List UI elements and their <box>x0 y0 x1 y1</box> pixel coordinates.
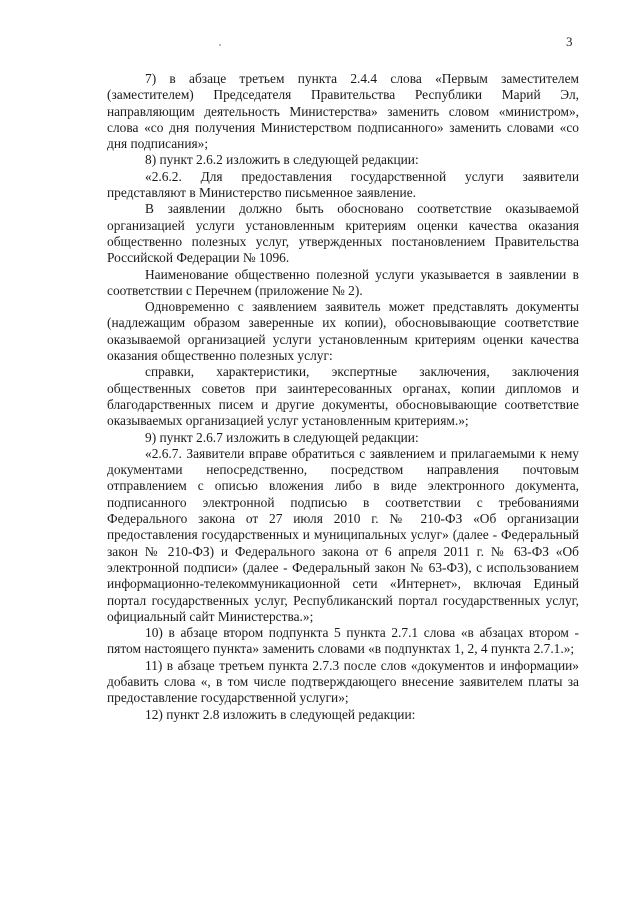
paragraph-justification: В заявлении должно быть обосновано соответствие оказываемой организацией услуги установленным критериям оценки качества оказания общественно полезных услуг, утвержденных постановлением Правительства Российской Федерации № 1096. <box>107 201 579 266</box>
paragraph-2-6-2: «2.6.2. Для предоставления государственной услуги заявители представляют в Министерство письменное заявление. <box>107 168 579 201</box>
paragraph-item-7: 7) в абзаце третьем пункта 2.4.4 слова «Первым заместителем (заместителем) Председателя Правительства Республики Марий Эл, направляющим деятельность Министерства» заменить словом «министром», слова «со дня получения Министерством подписанного» заменить словами «со дня подписания»; <box>107 71 579 152</box>
paragraph-item-9: 9) пункт 2.6.7 изложить в следующей редакции: <box>145 429 419 445</box>
scan-speck <box>219 44 221 46</box>
paragraph-certificates: справки, характеристики, экспертные заключения, заключения общественных советов при заинтересованных органах, копии дипломов и благодарственных писем и другие документы, обосновывающие соответствие оказываемых организацией услуг установленным критериям.»; <box>107 364 579 429</box>
paragraph-service-name: Наименование общественно полезной услуги указывается в заявлении в соответствии с Перечнем (приложение № 2). <box>107 266 579 298</box>
paragraph-documents: Одновременно с заявлением заявитель может представлять документы (надлежащим образом заверенные их копии), обосновывающие соответствие оказываемой организацией услуги установленным критериям оценки качества оказания общественно полезных услуг: <box>107 299 579 364</box>
paragraph-item-8: 8) пункт 2.6.2 изложить в следующей редакции: <box>145 152 419 168</box>
paragraph-item-10: 10) в абзаце втором подпункта 5 пункта 2.7.1 слова «в абзацах втором - пятом настоящего пункта» заменить словами «в подпунктах 1, 2, 4 пункта 2.7.1.»; <box>107 625 579 657</box>
paragraph-2-6-7: «2.6.7. Заявители вправе обратиться с заявлением и прилагаемыми к нему документами непосредственно, посредством направления почтовым отправлением с описью вложения либо в виде электронного документа, подписанного электронной подписью в соответствии с требованиями Федерального закона от 27 июля 2010 г. № 210-ФЗ «Об организации предоставления государственных и муниципальных услуг» (далее - Федеральный закон № 210-ФЗ) и Федерального закона от 6 апреля 2011 г. № 63-ФЗ «Об электронной подписи» (далее - Федеральный закон № 63-ФЗ), с использованием информационно-телекоммуникационной сети «Интернет», включая Единый портал государственных услуг, Республиканский портал государственных услуг, официальный сайт Министерства.»; <box>107 445 579 624</box>
page-number: 3 <box>566 34 573 49</box>
paragraph-item-11: 11) в абзаце третьем пункта 2.7.3 после слов «документов и информации» добавить слова «, в том числе подтверждающего внесение заявителем платы за предоставление государственной услуги»; <box>107 657 579 706</box>
paragraph-item-12: 12) пункт 2.8 изложить в следующей редакции: <box>145 706 416 722</box>
document-body <box>107 71 579 723</box>
